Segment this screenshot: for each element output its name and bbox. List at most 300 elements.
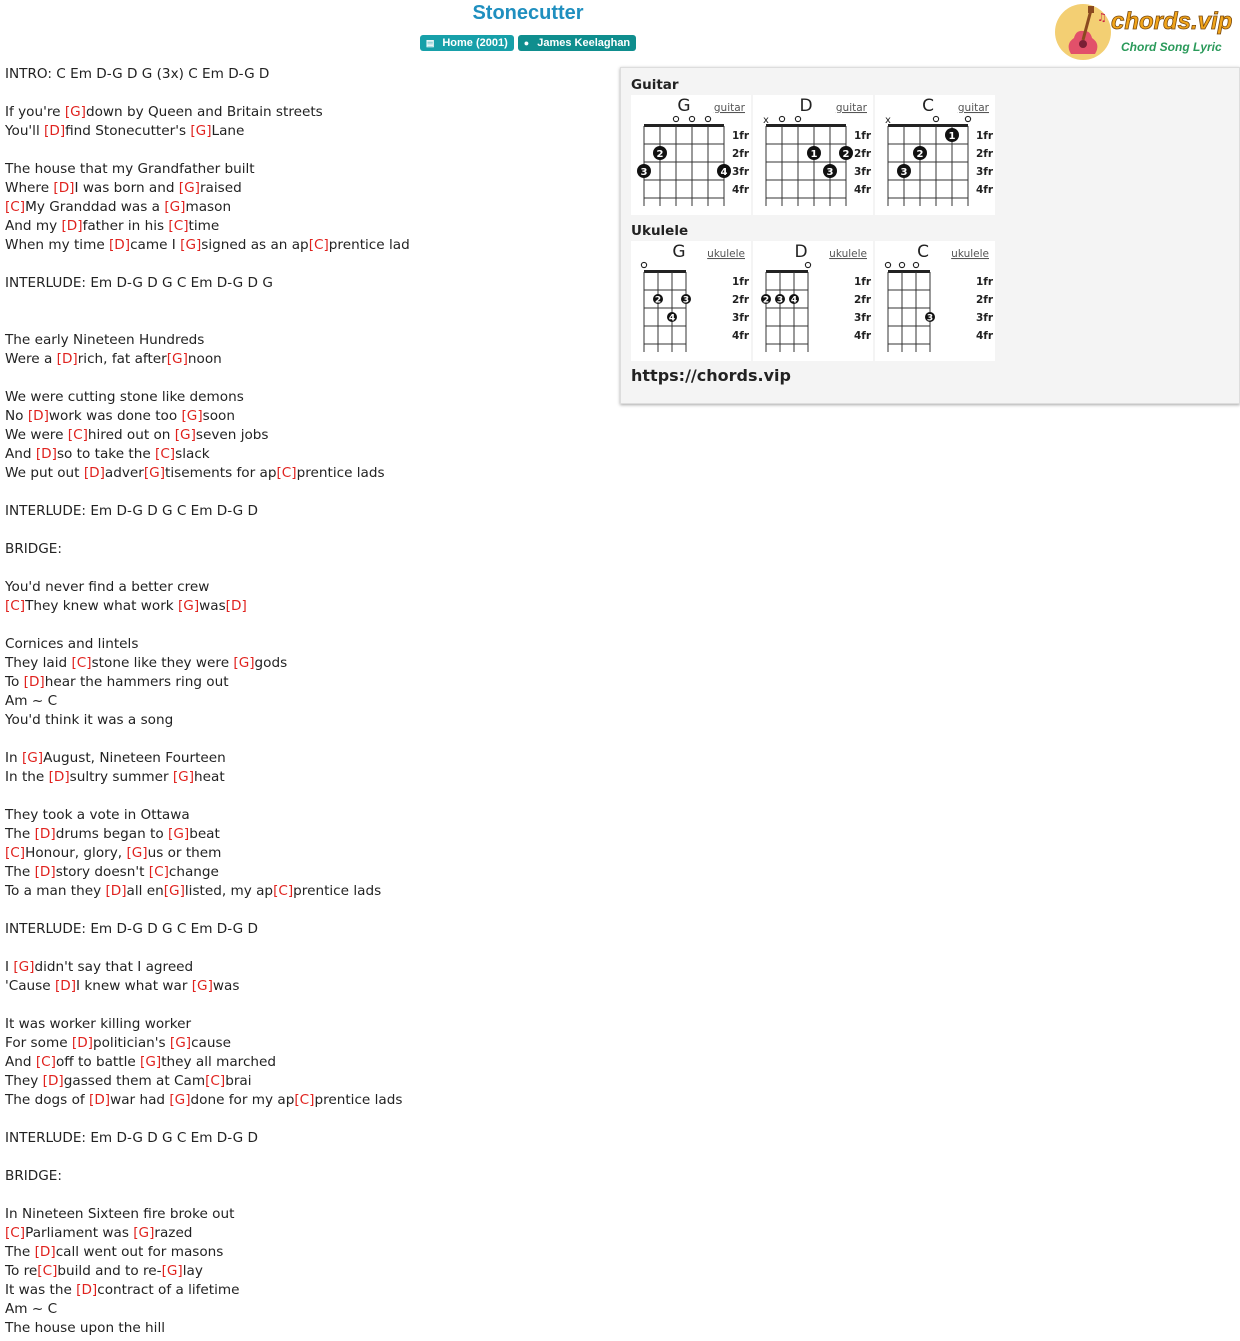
open-string-marker <box>885 262 890 267</box>
ukulele-heading: Ukulele <box>631 223 689 239</box>
chord-link[interactable]: [D] <box>48 769 70 785</box>
chord-link[interactable]: [G] <box>233 655 255 671</box>
lyric-line <box>5 692 605 711</box>
lyric-line <box>5 673 605 692</box>
lyric-text: Lane <box>211 123 245 139</box>
finger-number: 3 <box>900 167 908 178</box>
lyric-text: They laid <box>5 655 72 671</box>
fret-label: 4fr <box>732 184 750 196</box>
fret-label: 2fr <box>854 294 872 306</box>
lyric-text: brai <box>225 1073 252 1089</box>
lyric-text: beat <box>189 826 220 842</box>
lyric-line <box>5 882 605 901</box>
lyric-line <box>5 1300 605 1319</box>
fret-label: 3fr <box>976 166 994 178</box>
chord-link[interactable]: [G] <box>190 123 212 139</box>
chord-link[interactable]: [G] <box>64 104 86 120</box>
lyric-line <box>5 844 605 863</box>
lyric-line <box>5 65 605 84</box>
lyric-text: INTERLUDE: Em D-G D G C Em D-G D <box>5 1130 258 1146</box>
lyric-text: And my <box>5 218 62 234</box>
fret-label: 1fr <box>976 276 994 288</box>
lyric-line <box>5 920 605 939</box>
site-url[interactable]: https://chords.vip <box>631 366 791 385</box>
lyric-line <box>5 217 605 236</box>
lyric-text: hired out on <box>87 427 175 443</box>
finger-number: 1 <box>810 149 818 160</box>
chord-name: G <box>677 96 691 116</box>
open-string-marker <box>795 116 800 121</box>
lyric-line <box>5 84 605 103</box>
lyric-line <box>5 977 605 996</box>
lyric-text: We were <box>5 427 68 443</box>
lyric-text: slack <box>175 446 210 462</box>
artist-label: James Keelaghan <box>537 37 631 49</box>
lyric-line <box>5 901 605 920</box>
site-logo[interactable] <box>1053 2 1238 62</box>
fret-label: 1fr <box>976 130 994 142</box>
lyric-text: off to battle <box>55 1054 141 1070</box>
chord-link[interactable]: [D] <box>23 674 45 690</box>
lyric-line <box>5 787 605 806</box>
lyric-text: Am ~ C <box>5 1301 58 1317</box>
lyric-line <box>5 616 605 635</box>
finger-number: 3 <box>926 313 934 324</box>
chord-link[interactable]: [D] <box>35 446 57 462</box>
lyric-text: You'd never find a better crew <box>5 579 210 595</box>
lyric-text: For some <box>5 1035 72 1051</box>
song-title: Stonecutter <box>472 2 584 24</box>
lyric-text: INTERLUDE: Em D-G D G C Em D-G D <box>5 921 258 937</box>
lyric-line <box>5 350 605 369</box>
chord-link[interactable]: [C] <box>294 1092 315 1108</box>
lyric-text: BRIDGE: <box>5 541 62 557</box>
chord-link[interactable]: [D] <box>34 826 56 842</box>
lyric-line <box>5 160 605 179</box>
chord-link[interactable]: [D] <box>27 408 49 424</box>
lyric-line <box>5 939 605 958</box>
fret-label: 1fr <box>854 130 872 142</box>
album-icon: ▤ <box>425 38 435 48</box>
lyric-line <box>5 445 605 464</box>
chord-link[interactable]: [G] <box>191 978 213 994</box>
nut <box>888 270 930 273</box>
open-string-marker <box>899 262 904 267</box>
lyric-text: politician's <box>92 1035 170 1051</box>
lyric-line <box>5 122 605 141</box>
finger-number: 4 <box>790 295 798 306</box>
lyric-text: done for my ap <box>190 1092 295 1108</box>
lyrics-body <box>5 65 605 1338</box>
lyric-line <box>5 996 605 1015</box>
lyric-text: When my time <box>5 237 109 253</box>
instrument-link[interactable]: guitar <box>713 102 745 114</box>
lyric-text: signed as an ap <box>201 237 309 253</box>
chord-link[interactable]: [G] <box>180 237 202 253</box>
open-string-marker <box>965 116 970 121</box>
chord-link[interactable]: [D] <box>54 978 77 994</box>
lyric-line <box>5 1072 605 1091</box>
lyric-line <box>5 236 605 255</box>
lyric-text: so to take the <box>56 446 156 462</box>
lyric-line <box>5 1053 605 1072</box>
chord-link[interactable]: [D] <box>42 1073 64 1089</box>
fret-label: 2fr <box>732 294 750 306</box>
lyric-line <box>5 559 605 578</box>
lyric-line <box>5 1110 605 1129</box>
chord-name: G <box>672 242 686 262</box>
fret-label: 1fr <box>732 130 750 142</box>
lyric-text: The <box>5 826 35 842</box>
lyric-line <box>5 1015 605 1034</box>
song-tags <box>0 35 1056 51</box>
chord-link[interactable]: [G] <box>163 883 185 899</box>
lyric-text: Honour, glory, <box>25 845 127 861</box>
chord-name: C <box>917 242 929 262</box>
lyric-text: raised <box>199 180 242 196</box>
chord-link[interactable]: [D] <box>225 598 247 614</box>
instrument-link[interactable]: guitar <box>957 102 989 114</box>
fret-label: 3fr <box>732 166 750 178</box>
finger-number: 2 <box>656 149 664 160</box>
chord-link[interactable]: [G] <box>178 180 200 196</box>
lyric-text: gods <box>254 655 288 671</box>
chord-link[interactable]: [D] <box>61 218 83 234</box>
lyric-line <box>5 388 605 407</box>
open-string-marker <box>913 262 918 267</box>
finger-number: 3 <box>826 167 834 178</box>
lyric-text: was <box>212 978 240 994</box>
chord-link[interactable]: [C] <box>71 655 92 671</box>
lyric-text: adver <box>104 465 144 481</box>
user-icon: ● <box>523 38 530 48</box>
chord-link[interactable]: [G] <box>161 1263 183 1279</box>
finger-number: 2 <box>762 295 770 306</box>
ukulele-chord-D[interactable] <box>753 241 873 361</box>
instrument-link[interactable]: ukulele <box>829 248 867 260</box>
lyric-text: No <box>5 408 28 424</box>
lyric-text: mason <box>185 199 232 215</box>
fret-label: 2fr <box>976 294 994 306</box>
lyric-text: I knew what war <box>76 978 192 994</box>
lyric-line <box>5 293 605 312</box>
guitar-chord-G[interactable] <box>631 95 751 215</box>
lyric-line <box>5 464 605 483</box>
fret-label: 3fr <box>732 312 750 324</box>
lyric-text: The dogs of <box>5 1092 90 1108</box>
chord-link[interactable]: [G] <box>133 1225 155 1241</box>
chord-link[interactable]: [C] <box>205 1073 226 1089</box>
lyric-text: The <box>5 864 35 880</box>
chord-link[interactable]: [G] <box>169 1035 192 1051</box>
lyric-line <box>5 1243 605 1262</box>
logo-main-text: chords.vip <box>1111 8 1233 35</box>
lyric-line <box>5 806 605 825</box>
lyric-line <box>5 825 605 844</box>
chord-link[interactable]: [C] <box>5 1225 26 1241</box>
finger-number: 3 <box>640 167 648 178</box>
lyric-text: To re <box>5 1263 38 1279</box>
guitar-chord-C[interactable] <box>875 95 995 215</box>
chord-link[interactable]: [C] <box>308 237 329 253</box>
lyric-line <box>5 331 605 350</box>
open-string-marker <box>689 116 694 121</box>
lyric-text: find Stonecutter's <box>65 123 191 139</box>
lyric-text: You'll <box>5 123 45 139</box>
instrument-link[interactable]: ukulele <box>951 248 989 260</box>
lyric-line <box>5 1091 605 1110</box>
finger-number: 1 <box>948 131 956 142</box>
guitar-heading: Guitar <box>631 77 679 93</box>
chord-link[interactable]: [G] <box>126 845 148 861</box>
lyric-text: Am ~ C <box>5 693 58 709</box>
chord-diagrams-panel <box>620 67 1240 404</box>
lyric-line <box>5 749 605 768</box>
lyric-line <box>5 1167 605 1186</box>
lyric-text: sultry summer <box>69 769 173 785</box>
lyric-text: call went out for masons <box>55 1244 224 1260</box>
lyric-text: To a man they <box>5 883 106 899</box>
chord-link[interactable]: [D] <box>56 351 78 367</box>
lyric-text: It was the <box>5 1282 77 1298</box>
lyric-text: In the <box>5 769 49 785</box>
logo-sub-text: Chord Song Lyric <box>1121 40 1222 54</box>
chord-link[interactable]: [C] <box>5 199 26 215</box>
nut <box>888 124 968 127</box>
lyric-text: BRIDGE: <box>5 1168 62 1184</box>
lyric-text: prentice lads <box>314 1092 403 1108</box>
lyric-line <box>5 958 605 977</box>
lyric-text: INTERLUDE: Em D-G D G C Em D-G D <box>5 503 258 519</box>
fret-label: 4fr <box>854 184 872 196</box>
chord-link[interactable]: [C] <box>155 446 176 462</box>
chord-link[interactable]: [D] <box>34 864 56 880</box>
lyric-line <box>5 312 605 331</box>
chord-link[interactable]: [G] <box>177 598 200 614</box>
instrument-link[interactable]: guitar <box>835 102 867 114</box>
chord-link[interactable]: [G] <box>169 1092 191 1108</box>
chord-link[interactable]: [C] <box>5 845 26 861</box>
guitar-logo-icon <box>1053 2 1238 62</box>
lyric-text: they all marched <box>161 1054 277 1070</box>
chord-link[interactable]: [G] <box>174 427 196 443</box>
fret-label: 4fr <box>854 330 872 342</box>
lyric-text: came I <box>130 237 181 253</box>
ukulele-chord-C[interactable] <box>875 241 995 361</box>
lyric-line <box>5 578 605 597</box>
artist-tag[interactable] <box>518 35 636 51</box>
lyric-line <box>5 426 605 445</box>
lyric-text: prentice lad <box>328 237 410 253</box>
nut <box>766 270 808 273</box>
lyric-line <box>5 179 605 198</box>
lyric-text: If you're <box>5 104 65 120</box>
chord-link[interactable]: [G] <box>21 750 44 766</box>
lyric-line <box>5 502 605 521</box>
lyric-text: In <box>5 750 22 766</box>
fret-label: 3fr <box>854 166 872 178</box>
finger-number: 3 <box>776 295 784 306</box>
lyric-text: My Granddad was a <box>25 199 165 215</box>
lyric-text: 'Cause <box>5 978 55 994</box>
lyric-text: change <box>168 864 219 880</box>
lyric-text: August, Nineteen Fourteen <box>43 750 226 766</box>
lyric-text: And <box>5 446 36 462</box>
lyric-text: The <box>5 1244 35 1260</box>
chord-link[interactable]: [D] <box>44 123 66 139</box>
chord-link[interactable]: [D] <box>53 180 75 196</box>
fret-label: 4fr <box>976 184 994 196</box>
lyric-line <box>5 369 605 388</box>
chord-name: D <box>799 96 813 116</box>
lyric-text: all en <box>126 883 164 899</box>
chord-name: C <box>922 96 934 116</box>
lyric-line <box>5 1319 605 1338</box>
lyric-line <box>5 863 605 882</box>
lyric-text: time <box>188 218 220 234</box>
muted-string-marker: x <box>885 115 891 126</box>
lyric-text: The house upon the hill <box>5 1320 165 1336</box>
lyric-text: was <box>199 598 226 614</box>
chord-link[interactable]: [G] <box>168 826 190 842</box>
lyric-text: drums began to <box>55 826 169 842</box>
chord-link[interactable]: [D] <box>109 237 131 253</box>
lyric-line <box>5 730 605 749</box>
lyric-text: We were cutting stone like demons <box>5 389 244 405</box>
lyric-text: contract of a lifetime <box>97 1282 240 1298</box>
lyric-text: They knew what work <box>25 598 178 614</box>
lyric-line <box>5 1129 605 1148</box>
lyric-text: Were a <box>5 351 57 367</box>
lyric-line <box>5 103 605 122</box>
lyric-text: gassed them at Cam <box>63 1073 206 1089</box>
fret-label: 3fr <box>976 312 994 324</box>
lyric-text: The early Nineteen Hundreds <box>5 332 205 348</box>
finger-number: 2 <box>916 149 924 160</box>
finger-number: 2 <box>842 149 850 160</box>
open-string-marker <box>805 262 810 267</box>
lyric-line <box>5 711 605 730</box>
album-tag[interactable] <box>420 35 514 51</box>
lyric-text: didn't say that I agreed <box>34 959 194 975</box>
lyric-text: father in his <box>82 218 169 234</box>
nut <box>644 270 686 273</box>
chord-link[interactable]: [G] <box>13 959 35 975</box>
chord-link[interactable]: [D] <box>89 1092 111 1108</box>
lyric-line <box>5 198 605 217</box>
lyric-text: work was done too <box>48 408 182 424</box>
chord-link[interactable]: [C] <box>276 465 297 481</box>
chord-link[interactable]: [G] <box>164 199 186 215</box>
lyric-text: tisements for ap <box>165 465 277 481</box>
chord-link[interactable]: [C] <box>5 598 26 614</box>
chord-link[interactable]: [D] <box>76 1282 98 1298</box>
chord-link[interactable]: [D] <box>71 1035 93 1051</box>
lyric-text: heat <box>194 769 225 785</box>
lyric-text: Where <box>5 180 54 196</box>
chord-link[interactable]: [C] <box>67 427 88 443</box>
lyric-text: war had <box>110 1092 170 1108</box>
lyric-text: prentice lads <box>293 883 382 899</box>
chord-link[interactable]: [C] <box>35 1054 56 1070</box>
chord-link[interactable]: [G] <box>172 769 195 785</box>
lyric-text: story doesn't <box>55 864 149 880</box>
guitar-chord-D[interactable] <box>753 95 873 215</box>
lyric-line <box>5 540 605 559</box>
open-string-marker <box>641 262 646 267</box>
lyric-text: To <box>5 674 24 690</box>
fret-label: 2fr <box>854 148 872 160</box>
chord-link[interactable]: [D] <box>34 1244 56 1260</box>
open-string-marker <box>705 116 710 121</box>
chord-link[interactable]: [C] <box>37 1263 58 1279</box>
lyric-text: We put out <box>5 465 84 481</box>
chord-link[interactable]: [G] <box>166 351 188 367</box>
lyric-line <box>5 255 605 274</box>
lyric-text: prentice lads <box>296 465 385 481</box>
ukulele-chord-G[interactable] <box>631 241 751 361</box>
lyric-line <box>5 635 605 654</box>
album-label: Home (2001) <box>442 37 508 49</box>
chord-link[interactable]: [C] <box>168 218 189 234</box>
lyric-text: down by Queen and Britain streets <box>85 104 323 120</box>
fret-label: 3fr <box>854 312 872 324</box>
lyric-line <box>5 1034 605 1053</box>
lyric-text: noon <box>187 351 222 367</box>
chord-link[interactable]: [G] <box>140 1054 162 1070</box>
lyric-line <box>5 274 605 293</box>
chord-link[interactable]: [D] <box>105 883 127 899</box>
fret-label: 4fr <box>976 330 994 342</box>
lyric-text: The house that my Grandfather built <box>5 161 255 177</box>
chord-link[interactable]: [D] <box>83 465 105 481</box>
lyric-line <box>5 483 605 502</box>
lyric-line <box>5 521 605 540</box>
lyric-line <box>5 1148 605 1167</box>
chord-link[interactable]: [C] <box>273 883 294 899</box>
lyric-text: listed, my ap <box>184 883 274 899</box>
lyric-text: It was worker killing worker <box>5 1016 192 1032</box>
fret-label: 4fr <box>732 330 750 342</box>
instrument-link[interactable]: ukulele <box>707 248 745 260</box>
lyric-text: rich, fat after <box>77 351 167 367</box>
chord-link[interactable]: [G] <box>181 408 203 424</box>
lyric-text: INTRO: C Em D-G D G (3x) C Em D-G D <box>5 66 270 82</box>
chord-link[interactable]: [G] <box>143 465 166 481</box>
lyric-text: They took a vote in Ottawa <box>5 807 190 823</box>
open-string-marker <box>933 116 938 121</box>
open-string-marker <box>673 116 678 121</box>
lyric-text: hear the hammers ring out <box>44 674 229 690</box>
muted-string-marker: x <box>763 115 769 126</box>
finger-number: 2 <box>654 295 662 306</box>
lyric-text: In Nineteen Sixteen fire broke out <box>5 1206 235 1222</box>
lyric-line <box>5 407 605 426</box>
lyric-line <box>5 597 605 616</box>
fret-label: 1fr <box>732 276 750 288</box>
lyric-text: seven jobs <box>195 427 269 443</box>
nut <box>644 124 724 127</box>
chord-link[interactable]: [C] <box>148 864 169 880</box>
nut <box>766 124 846 127</box>
lyric-line <box>5 1224 605 1243</box>
fret-label: 1fr <box>854 276 872 288</box>
lyric-line <box>5 141 605 160</box>
lyric-text: I was born and <box>74 180 179 196</box>
lyric-text: Cornices and lintels <box>5 636 139 652</box>
lyric-text: razed <box>154 1225 193 1241</box>
lyric-text: stone like they were <box>91 655 234 671</box>
